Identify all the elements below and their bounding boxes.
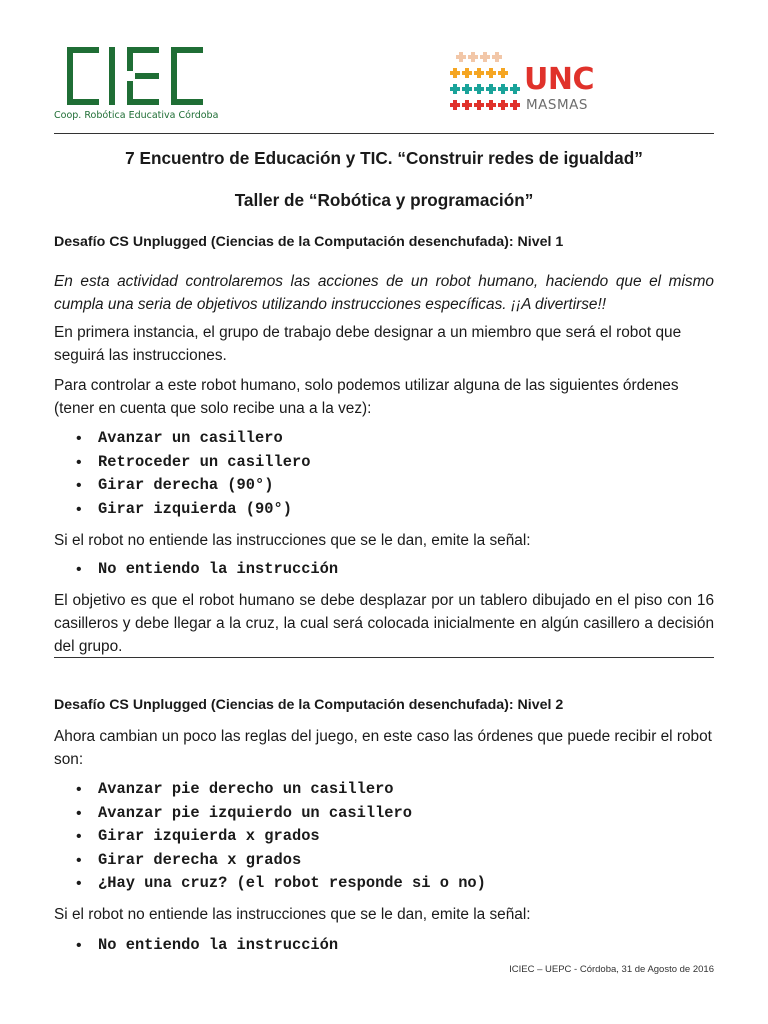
unc-logo-text: UNC xyxy=(524,62,594,97)
level1-signal-list xyxy=(54,558,338,582)
page-footer: ICIEC – UEPC - Córdoba, 31 de Agosto de 2016 xyxy=(509,964,714,975)
command-item: • Avanzar pie derecho un casillero xyxy=(98,778,486,802)
level1-intro: En esta actividad controlaremos las acciones de un robot humano, haciendo que el mismo cumpla una seria de objetivos utilizando instrucciones específicas. ¡¡A divertirse!! xyxy=(54,273,714,313)
command-item: • ¿Hay una cruz? (el robot responde si o no) xyxy=(98,872,486,896)
unc-cross-mark xyxy=(498,100,508,110)
header-divider xyxy=(54,133,714,134)
command-item: • Avanzar un casillero xyxy=(98,427,310,451)
level1-paragraph-1: En primera instancia, el grupo de trabajo debe designar a un miembro que será el robot que seguirá las instrucciones. xyxy=(54,324,682,364)
unc-cross-mark xyxy=(450,84,460,94)
event-title: 7 Encuentro de Educación y TIC. “Construir redes de igualdad” xyxy=(125,148,643,168)
signal-item: • No entiendo la instrucción xyxy=(98,934,338,958)
unc-logo-subtitle: MASMAS xyxy=(526,97,588,113)
unc-cross-mark xyxy=(474,100,484,110)
unc-cross-mark xyxy=(474,68,484,78)
level1-objective: El objetivo es que el robot humano se debe desplazar por un tablero dibujado en el piso con 16 casilleros y debe llegar a la cruz, la cual será colocada inicialmente en algún casillero a decisión del grupo. xyxy=(54,592,714,655)
command-item: • Avanzar pie izquierdo un casillero xyxy=(98,802,486,826)
unc-cross-mark xyxy=(462,84,472,94)
unc-cross-mark xyxy=(492,52,502,62)
unc-cross-mark xyxy=(450,68,460,78)
section-divider xyxy=(54,657,714,658)
command-item: • Girar izquierda (90°) xyxy=(98,498,310,522)
level1-signal-intro: Si el robot no entiende las instrucciones que se le dan, emite la señal: xyxy=(54,532,531,549)
ciec-logo-subtitle: Coop. Robótica Educativa Córdoba xyxy=(54,110,219,121)
workshop-title: Taller de “Robótica y programación” xyxy=(234,190,534,210)
level2-command-list xyxy=(54,778,486,896)
signal-item: • No entiendo la instrucción xyxy=(98,558,338,582)
unc-cross-mark xyxy=(462,68,472,78)
unc-cross-mark xyxy=(498,84,508,94)
unc-cross-mark xyxy=(510,100,520,110)
level1-heading: Desafío CS Unplugged (Ciencias de la Computación desenchufada): Nivel 1 xyxy=(54,234,564,250)
unc-cross-mark xyxy=(498,68,508,78)
unc-cross-mark xyxy=(474,84,484,94)
unc-cross-mark xyxy=(486,68,496,78)
level1-paragraph-2: Para controlar a este robot humano, solo podemos utilizar alguna de las siguientes órdenes (tener en cuenta que solo recibe una a la vez): xyxy=(54,377,679,417)
level2-signal-intro: Si el robot no entiende las instrucciones que se le dan, emite la señal: xyxy=(54,906,531,923)
unc-cross-mark xyxy=(486,84,496,94)
unc-cross-mark xyxy=(486,100,496,110)
level2-heading: Desafío CS Unplugged (Ciencias de la Computación desenchufada): Nivel 2 xyxy=(54,697,564,713)
level2-signal-list xyxy=(54,934,338,958)
unc-cross-mark xyxy=(510,84,520,94)
unc-cross-mark xyxy=(456,52,466,62)
document-header xyxy=(54,40,714,132)
command-item: • Girar izquierda x grados xyxy=(98,825,486,849)
command-item: • Retroceder un casillero xyxy=(98,451,310,475)
level2-paragraph-1: Ahora cambian un poco las reglas del juego, en este caso las órdenes que puede recibir el robot son: xyxy=(54,728,712,768)
unc-cross-mark xyxy=(480,52,490,62)
unc-cross-mark xyxy=(462,100,472,110)
command-item: • Girar derecha x grados xyxy=(98,849,486,873)
unc-cross-mark xyxy=(450,100,460,110)
command-item: • Girar derecha (90°) xyxy=(98,474,310,498)
unc-cross-mark xyxy=(468,52,478,62)
level1-command-list xyxy=(54,427,310,521)
